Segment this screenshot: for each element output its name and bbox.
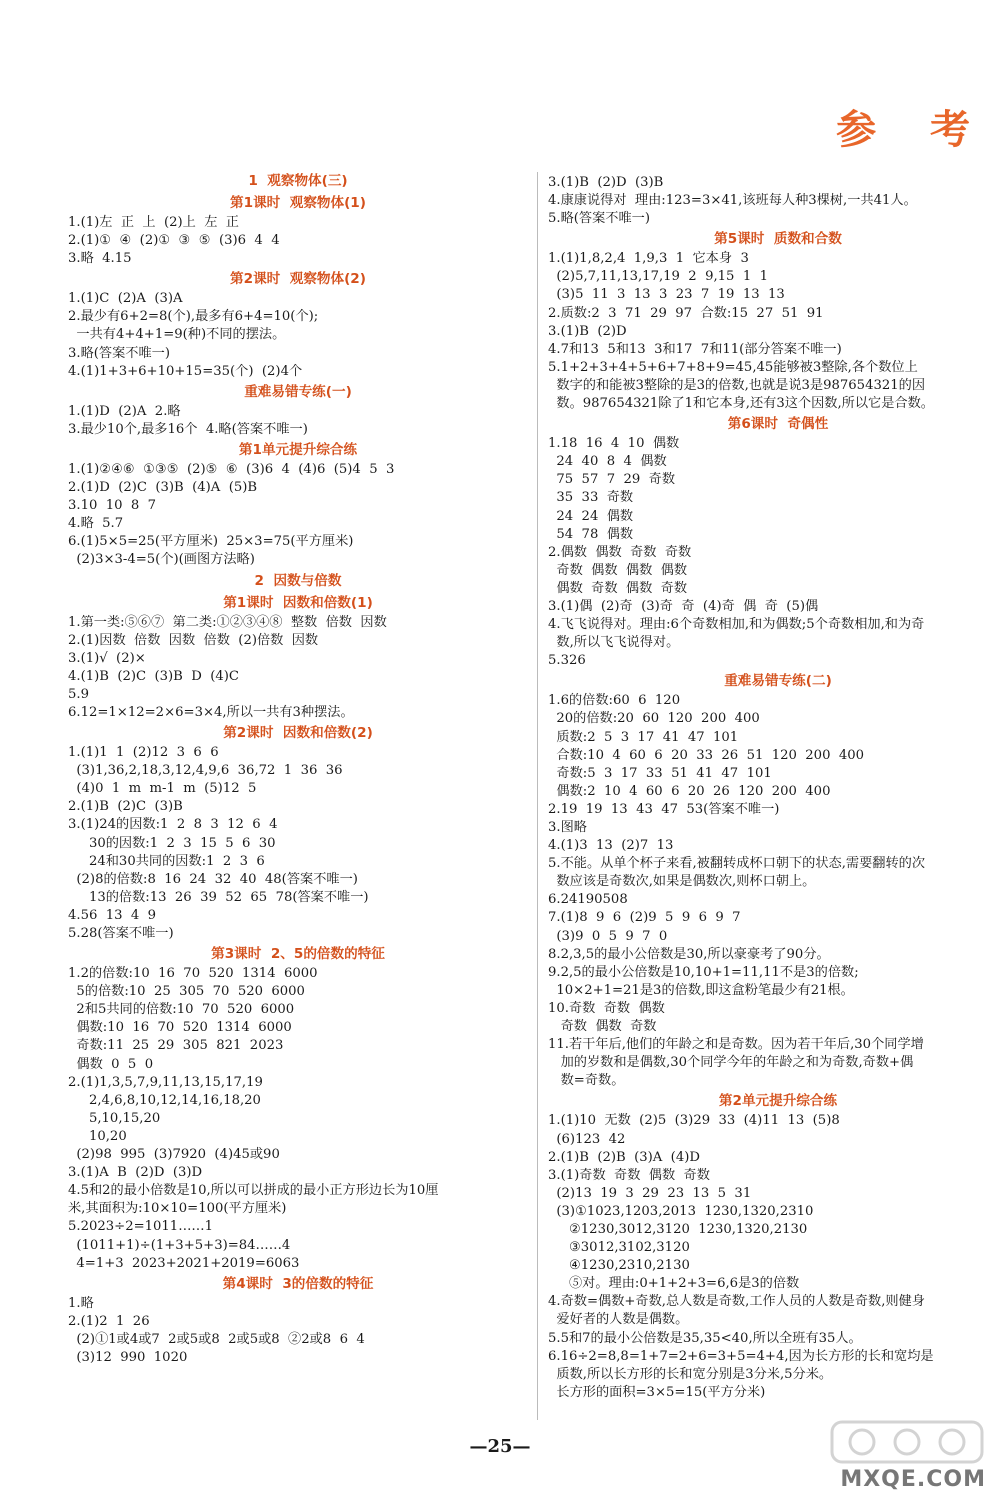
answer-line: 3.(1)偶 (2)奇 (3)奇 奇 (4)奇 偶 奇 (5)偶	[548, 598, 819, 614]
answer-line: 合数:10 4 60 6 20 33 26 51 120 200 400	[548, 747, 865, 763]
answer-line: 1.略	[68, 1295, 94, 1311]
answer-line: (2)①1或4或7 2或5或8 2或5或8 ②2或8 6 4	[68, 1331, 365, 1347]
answer-line: 奇数:5 3 17 33 51 41 47 101	[548, 765, 772, 781]
answer-line: 3.(1)√ (2)×	[68, 650, 146, 666]
answer-line: 1.6的倍数:60 6 120	[548, 693, 681, 709]
section-heading: 第6课时 奇偶性	[727, 416, 829, 433]
section-heading: 第5课时 质数和合数	[714, 231, 842, 248]
answer-line: 20的倍数:20 60 120 200 400	[548, 711, 760, 727]
section-heading: 第2单元提升综合练	[718, 1093, 838, 1110]
answer-line: 2,4,6,8,10,12,14,16,18,20	[68, 1092, 261, 1108]
answer-line: (2)3×3-4=5(个)(画图方法略)	[68, 552, 255, 568]
answer-line: 3.最少10个,最多16个 4.略(答案不唯一)	[68, 421, 308, 437]
right-column	[548, 174, 1000, 1402]
answer-line: ⑤对。理由:0+1+2+3=6,6是3的倍数	[548, 1276, 800, 1292]
answer-line: 10,20	[68, 1128, 127, 1144]
answer-line: 质数,所以长方形的长和宽分别是3分米,5分米。	[548, 1366, 833, 1382]
answer-line: 数字的和能被3整除的是3的倍数,也就是说3是987654321的因	[548, 377, 926, 393]
column-divider	[537, 172, 538, 1420]
answer-line: 3.10 10 8 7	[68, 498, 157, 514]
answer-line: (3)1,36,2,18,3,12,4,9,6 36,72 1 36 36	[68, 763, 343, 779]
answer-line: 长方形的面积=3×5=15(平方分米)	[548, 1384, 766, 1400]
answer-line: ②1230,3012,3120 1230,1320,2130	[548, 1221, 808, 1237]
answer-line: 2.(1)D (2)C (3)B (4)A (5)B	[68, 480, 258, 496]
answer-line: 2.(1)1,3,5,7,9,11,13,15,17,19	[68, 1074, 263, 1090]
answer-line: (4)0 1 m m-1 m (5)12 5	[68, 781, 257, 797]
answer-line: 2.(1)2 1 26	[68, 1313, 150, 1329]
answer-line: 9.2,5的最小公倍数是10,10+1=11,11不是3的倍数;	[548, 964, 859, 980]
answer-line: 4.奇数=偶数+奇数,总人数是奇数,工作人员的人数是奇数,则健身	[548, 1294, 925, 1310]
answer-line: 质数:2 5 3 17 41 47 101	[548, 729, 739, 745]
answer-line: 3.图略	[548, 820, 587, 835]
answer-line: 3.(1)奇数 奇数 偶数 奇数	[548, 1167, 710, 1183]
section-heading: 第1课时 因数和倍数(1)	[223, 594, 373, 611]
answer-line: 4.(1)1+3+6+10+15=35(个) (2)4个	[68, 363, 303, 379]
answer-line: 5的倍数:10 25 305 70 520 6000	[68, 984, 305, 1000]
answer-line: 数应该是奇数次,如果是偶数次,则杯口朝上。	[548, 874, 816, 890]
answer-line: 5,10,15,20	[68, 1110, 161, 1126]
answer-line: 3.略 4.15	[68, 251, 132, 267]
left-column	[68, 170, 528, 1367]
section-heading: 第1单元提升综合练	[238, 441, 358, 458]
answer-line: 30的因数:1 2 3 15 5 6 30	[68, 835, 276, 851]
answer-line: (2)98 995 (3)7920 (4)45或90	[68, 1147, 280, 1163]
section-heading: 第4课时 3的倍数的特征	[222, 1275, 374, 1292]
answer-line: 偶数:2 10 4 60 6 20 26 120 200 400	[548, 783, 831, 799]
answer-line: 2.最少有6+2=8(个),最多有6+4=10(个);	[68, 309, 319, 325]
answer-line: 1.(1)②④⑥ ①③⑤ (2)⑤ ⑥ (3)6 4 (4)6 (5)4 5 3	[68, 461, 395, 477]
section-heading: 第3课时 2、5的倍数的特征	[211, 946, 385, 963]
answer-line: 6.16÷2=8,8=1+7=2+6=3+5=4+4,因为长方形的长和宽均是	[548, 1348, 934, 1364]
answer-line: 75 57 7 29 奇数	[548, 472, 676, 488]
section-heading: 重难易错专练(一)	[244, 383, 352, 400]
answer-line: (3)5 11 3 13 3 23 7 19 13 13	[548, 287, 785, 303]
answer-line: 5.2023÷2=1011……1	[68, 1219, 213, 1235]
answer-line: 3.(1)24的因数:1 2 8 3 12 6 4	[68, 817, 278, 833]
answer-line: (6)123 42	[548, 1131, 626, 1147]
answer-line: 4.略 5.7	[68, 516, 124, 532]
answer-line: 2.偶数 偶数 奇数 奇数	[548, 544, 692, 560]
answer-line: 1.(1)C (2)A (3)A	[68, 291, 183, 307]
answer-line: 5.不能。从单个杯子来看,被翻转成杯口朝下的状态,需要翻转的次	[548, 856, 926, 872]
answer-line: (3)12 990 1020	[68, 1349, 188, 1365]
answer-line: (2)13 19 3 29 23 13 5 31	[548, 1185, 752, 1201]
answer-line: 数。987654321除了1和它本身,还有3这个因数,所以它是合数。	[548, 396, 934, 412]
answer-line: 一共有4+4+1=9(种)不同的摆法。	[68, 327, 286, 343]
answer-line: 11.若干年后,他们的年龄之和是奇数。因为若干年后,30个同学增	[548, 1037, 924, 1053]
page-number: —25—	[469, 1436, 531, 1457]
answer-line: 13的倍数:13 26 39 52 65 78(答案不唯一)	[68, 889, 369, 905]
answer-line: 偶数 0 5 0	[68, 1056, 154, 1072]
answer-line: 2.(1)B (2)C (3)B	[68, 799, 183, 815]
answer-line: 54 78 偶数	[548, 526, 634, 542]
answer-line: (1011+1)÷(1+3+5+3)=84……4	[68, 1237, 291, 1253]
answer-line: 5.略(答案不唯一)	[548, 211, 650, 227]
answer-line: 1.(1)10 无数 (2)5 (3)29 33 (4)11 13 (5)8	[548, 1113, 840, 1129]
answer-line: 奇数 偶数 偶数 偶数	[548, 562, 688, 578]
answer-line: 3.略(答案不唯一)	[68, 345, 170, 361]
answer-line: 2.19 19 13 43 47 53(答案不唯一)	[548, 801, 780, 817]
answer-line: 4.7和13 5和13 3和17 7和11(部分答案不唯一)	[548, 341, 842, 357]
answer-line: (3)9 0 5 9 7 0	[548, 928, 668, 944]
answer-line: (2)8的倍数:8 16 24 32 40 48(答案不唯一)	[68, 871, 358, 887]
section-heading: 第2课时 因数和倍数(2)	[223, 725, 373, 742]
answer-line: (2)5,7,11,13,17,19 2 9,15 1 1	[548, 269, 768, 285]
answer-line: 1.(1)1 1 (2)12 3 6 6	[68, 745, 219, 761]
section-heading: 2 因数与倍数	[254, 572, 342, 589]
answer-line: 6.12=1×12=2×6=3×4,所以一共有3种摆法。	[68, 704, 354, 720]
answer-line: 4.康康说得对 理由:123=3×41,该班每人种3棵树,一共41人。	[548, 193, 917, 209]
answer-line: 24 40 8 4 偶数	[548, 454, 667, 470]
answer-line: 4.56 13 4 9	[68, 907, 157, 923]
answer-line: 加的岁数和是偶数,30个同学今年的年龄之和为奇数,奇数+偶	[548, 1055, 914, 1071]
answer-line: 5.326	[548, 653, 586, 669]
answer-line: 1.18 16 4 10 偶数	[548, 436, 680, 452]
answer-line: 4.(1)B (2)C (3)B D (4)C	[68, 668, 239, 684]
answer-line: 10.奇数 奇数 偶数	[548, 1000, 665, 1016]
answer-line: 奇数:11 25 29 305 821 2023	[68, 1038, 284, 1054]
answer-line: 5.5和7的最小公倍数是35,35<40,所以全班有35人。	[548, 1330, 862, 1346]
answer-line: 4=1+3 2023+2021+2019=6063	[68, 1255, 300, 1271]
answer-line: 2和5共同的倍数:10 70 520 6000	[68, 1002, 295, 1018]
section-heading: 1 观察物体(三)	[248, 173, 348, 189]
answer-line: 7.(1)8 9 6 (2)9 5 9 6 9 7	[548, 910, 741, 926]
answer-line: 4.(1)3 13 (2)7 13	[548, 838, 674, 854]
answer-line: 35 33 奇数	[548, 490, 634, 506]
watermark-text: MXQE.COM	[840, 1467, 986, 1492]
answer-line: (3)①1023,1203,2013 1230,1320,2310	[548, 1203, 814, 1219]
answer-line: 5.28(答案不唯一)	[68, 926, 174, 941]
answer-line: 偶数 奇数 偶数 奇数	[548, 580, 688, 596]
answer-line: 偶数:10 16 70 520 1314 6000	[68, 1020, 292, 1036]
answer-line: 24和30共同的因数:1 2 3 6	[68, 853, 265, 869]
page-title: 参 考	[836, 107, 990, 153]
answer-line: 2.(1)① ④ (2)① ③ ⑤ (3)6 4 4	[68, 233, 280, 249]
answer-line: 3.(1)B (2)D (3)B	[548, 175, 664, 190]
answer-line: 2.(1)因数 倍数 因数 倍数 (2)倍数 因数	[68, 632, 319, 648]
answer-line: 1.第一类:⑤⑥⑦ 第二类:①②③④⑧ 整数 倍数 因数	[68, 614, 387, 630]
answer-line: 2.质数:2 3 71 29 97 合数:15 27 51 91	[548, 305, 824, 321]
answer-line: 8.2,3,5的最小公倍数是30,所以豪豪考了90分。	[548, 946, 830, 962]
answer-line: 2.(1)B (2)B (3)A (4)D	[548, 1149, 700, 1165]
answer-line: 24 24 偶数	[548, 508, 634, 524]
answer-line: 6.(1)5×5=25(平方厘米) 25×3=75(平方厘米)	[68, 534, 354, 550]
answer-line: 米,其面积为:10×10=100(平方厘米)	[68, 1201, 287, 1217]
answer-line: 数=奇数。	[548, 1073, 625, 1089]
answer-line: 奇数 偶数 奇数	[548, 1019, 657, 1035]
section-heading: 第1课时 观察物体(1)	[230, 195, 366, 211]
answer-line: 5.9	[68, 686, 89, 702]
answer-line: 3.(1)A B (2)D (3)D	[68, 1165, 203, 1181]
answer-line: 5.1+2+3+4+5+6+7+8+9=45,45能够被3整除,各个数位上	[548, 359, 918, 375]
answer-line: 1.2的倍数:10 16 70 520 1314 6000	[68, 966, 318, 982]
answer-line: 爱好者的人数是偶数。	[548, 1312, 689, 1328]
answer-line: 4.飞飞说得对。理由:6个奇数相加,和为偶数;5个奇数相加,和为奇	[548, 617, 925, 633]
answer-line: 4.5和2的最小倍数是10,所以可以拼成的最小正方形边长为10厘	[68, 1183, 439, 1199]
section-heading: 第2课时 观察物体(2)	[230, 271, 366, 288]
answer-line: 数,所以飞飞说得对。	[548, 635, 680, 651]
section-heading: 重难易错专练(二)	[724, 673, 832, 690]
answer-line: ④1230,2310,2130	[548, 1258, 690, 1274]
answer-line: 3.(1)B (2)D	[548, 323, 627, 339]
answer-line: 6.24190508	[548, 892, 628, 908]
answer-line: 10×2+1=21是3的倍数,即这盒粉笔最少有21根。	[548, 982, 854, 998]
answer-line: 1.(1)1,8,2,4 1,9,3 1 它本身 3	[548, 251, 749, 267]
answer-line: 1.(1)D (2)A 2.略	[68, 403, 181, 419]
answer-line: ③3012,3102,3120	[548, 1240, 690, 1256]
answer-line: 1.(1)左 正 上 (2)上 左 正	[68, 215, 239, 230]
